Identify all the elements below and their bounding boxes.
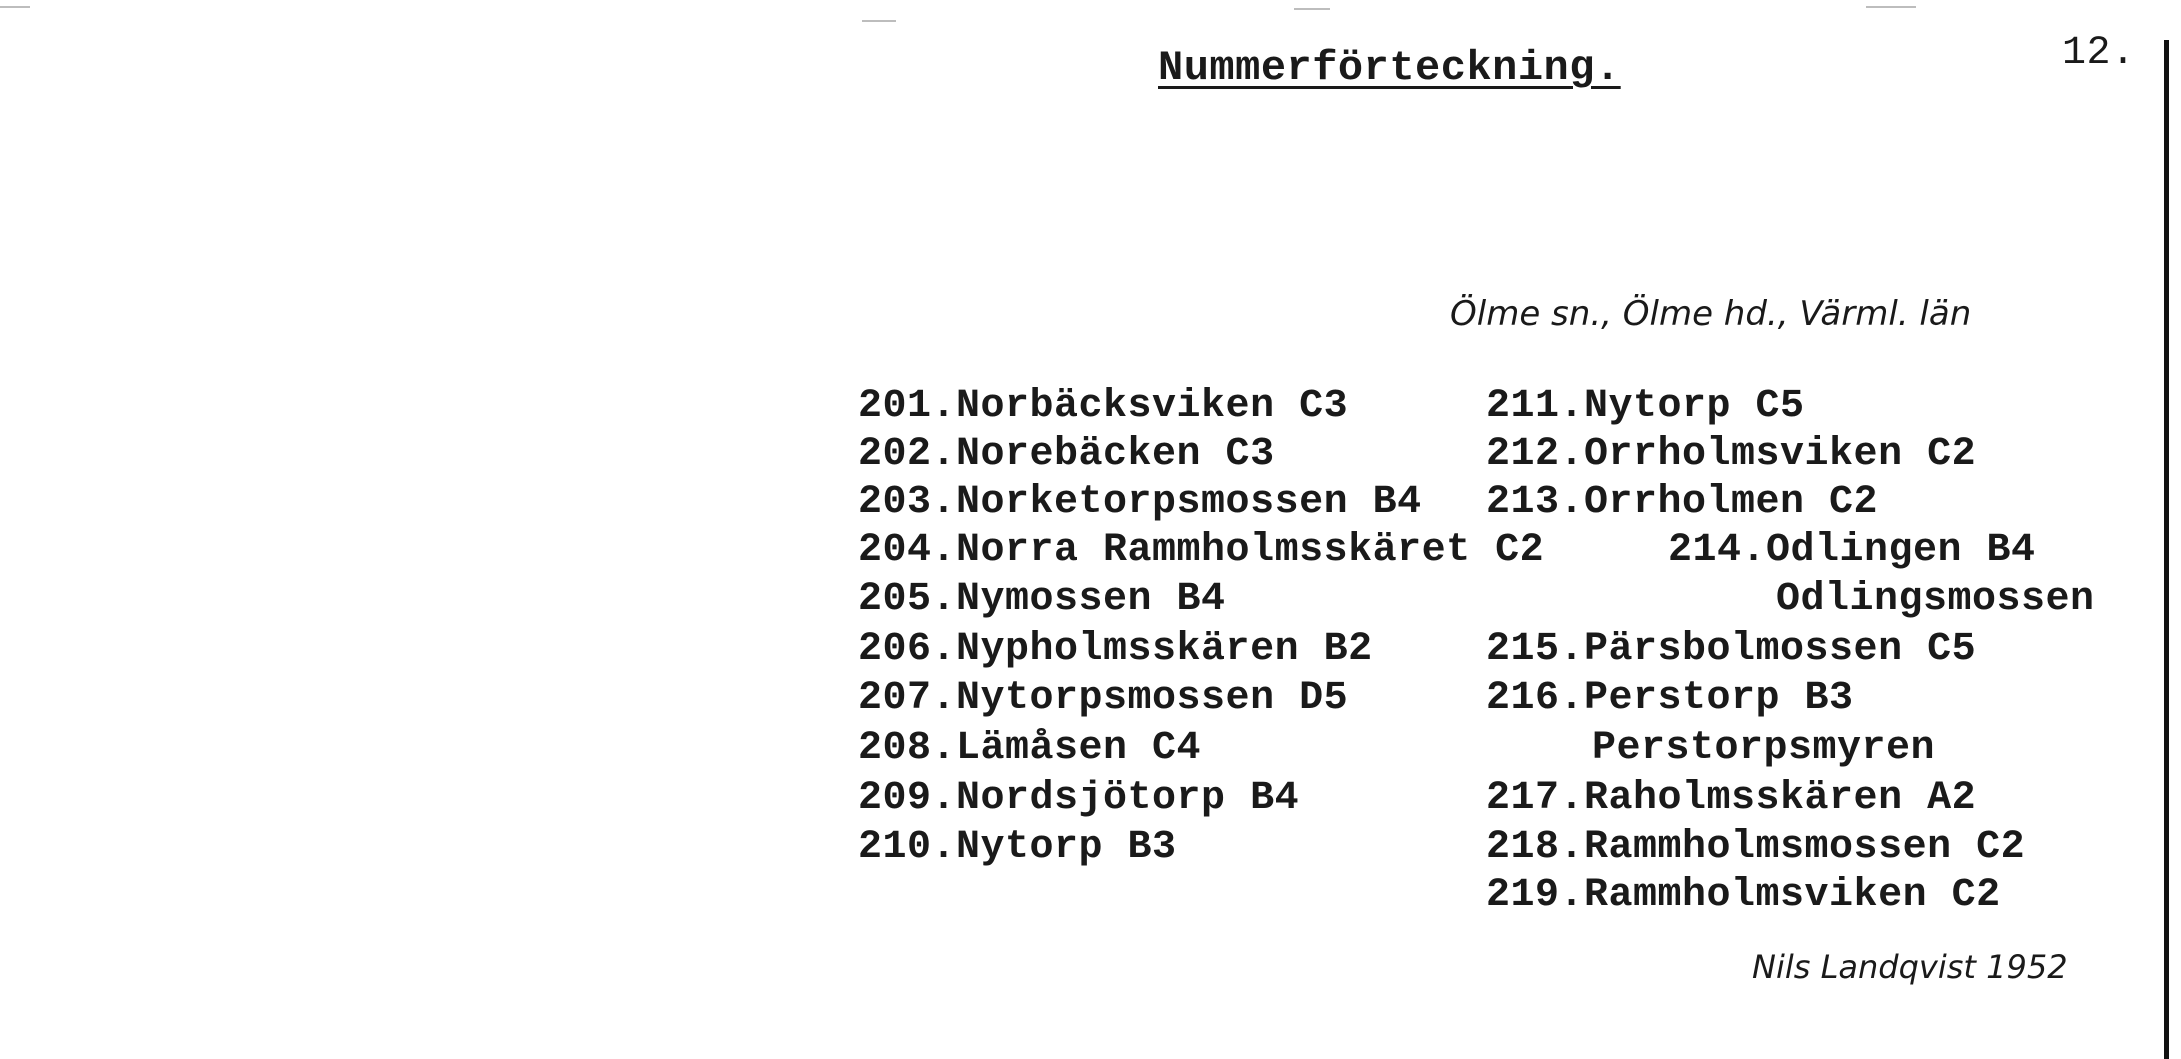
list-item: 214.Odlingen B4 — [1668, 528, 2036, 573]
scan-artifact — [862, 20, 896, 22]
list-item: 206.Nypholmsskären B2 — [858, 627, 1373, 672]
list-item: 218.Rammholmsmossen C2 — [1486, 825, 2026, 870]
page-number: 12. — [2062, 31, 2136, 76]
list-item: 208.Lämåsen C4 — [858, 726, 1202, 771]
list-item: 207.Nytorpsmossen D5 — [858, 676, 1349, 721]
scan-artifact — [0, 6, 30, 8]
list-item: 204.Norra Rammholmsskäret C2 — [858, 528, 1545, 573]
list-item: 211.Nytorp C5 — [1486, 384, 1805, 429]
list-item-subname: Odlingsmossen — [1776, 577, 2095, 622]
author-signature: Nils Landqvist 1952 — [1752, 948, 2068, 986]
list-item: 216.Perstorp B3 — [1486, 676, 1854, 721]
scan-artifact — [1866, 6, 1916, 8]
list-item: 202.Norebäcken C3 — [858, 432, 1275, 477]
list-item: 205.Nymossen B4 — [858, 577, 1226, 622]
list-item: 217.Raholmsskären A2 — [1486, 776, 1977, 821]
list-item: 210.Nytorp B3 — [858, 825, 1177, 870]
list-item: 219.Rammholmsviken C2 — [1486, 873, 2001, 918]
list-item: 209.Nordsjötorp B4 — [858, 776, 1300, 821]
list-item: 212.Orrholmsviken C2 — [1486, 432, 1977, 477]
list-item: 201.Norbäcksviken C3 — [858, 384, 1349, 429]
scan-artifact — [1294, 8, 1330, 10]
list-item-subname: Perstorpsmyren — [1592, 726, 1936, 771]
list-item: 203.Norketorpsmossen B4 — [858, 480, 1422, 525]
page-edge-rule — [2164, 40, 2169, 1059]
location-heading: Ölme sn., Ölme hd., Värml. län — [1450, 294, 1972, 334]
list-item: 215.Pärsbolmossen C5 — [1486, 627, 1977, 672]
list-item: 213.Orrholmen C2 — [1486, 480, 1879, 525]
page-title: Nummerförteckning. — [1158, 44, 1621, 92]
